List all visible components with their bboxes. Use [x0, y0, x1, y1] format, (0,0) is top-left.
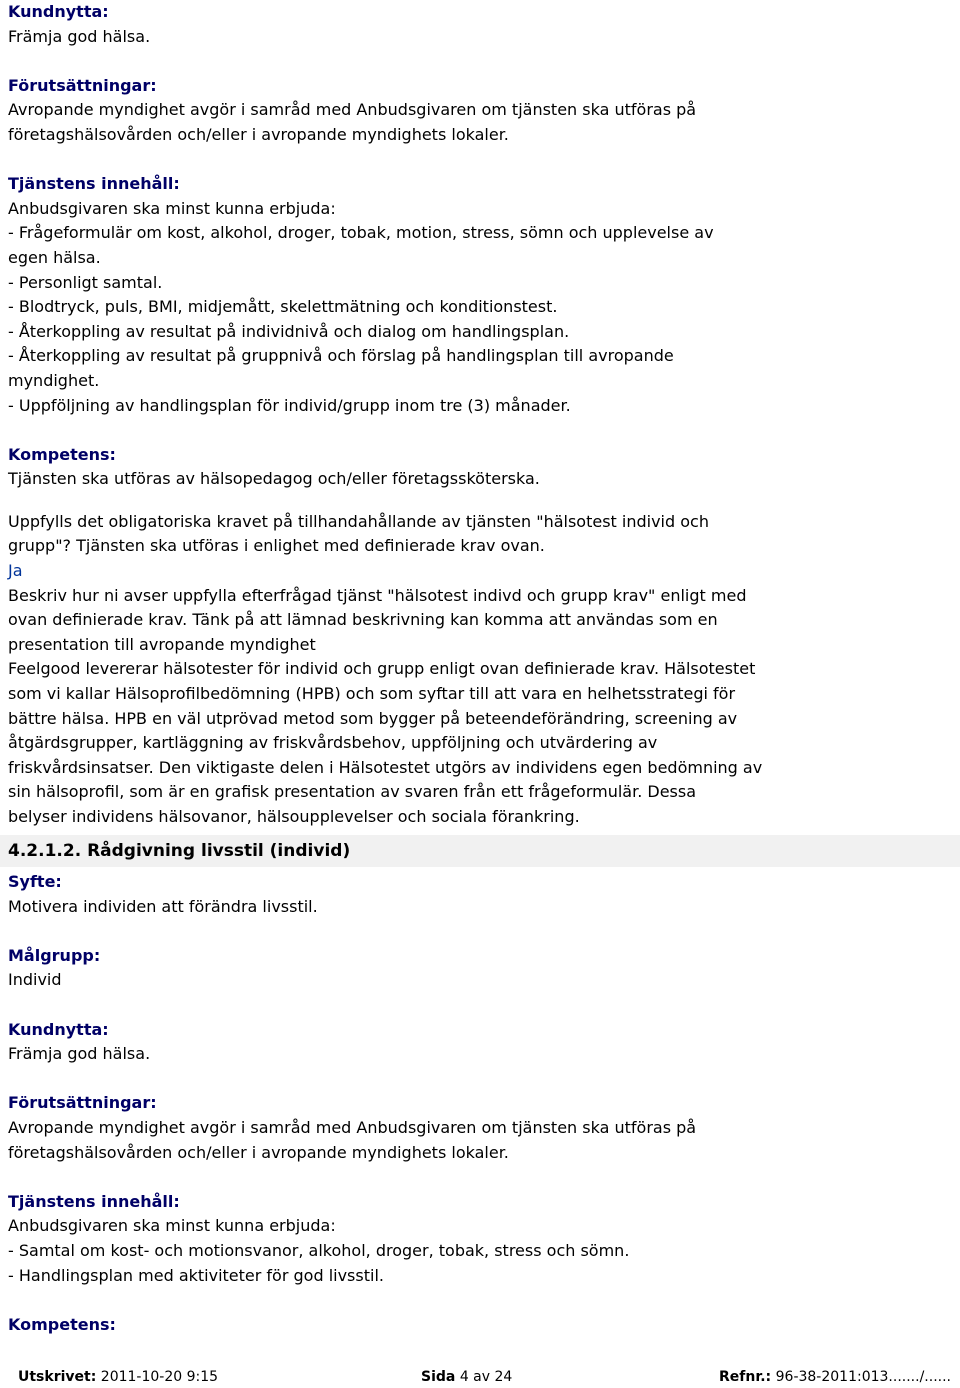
svar-line: belyser individens hälsovanor, hälsoupplevelser och sociala förankring. [8, 807, 580, 826]
tjanstens-heading: Tjänstens innehåll: [8, 1191, 180, 1211]
syfte-text: Motivera individen att förändra livsstil. [8, 896, 318, 916]
malgrupp-heading: Målgrupp: [8, 945, 101, 965]
tjanstens-line: Anbudsgivaren ska minst kunna erbjuda: [8, 198, 336, 218]
forutsattningar-heading: Förutsättningar: [8, 75, 157, 95]
kundnytta-heading: Kundnytta: [8, 1019, 109, 1039]
tjanstens-line: - Uppföljning av handlingsplan för individ/grupp inom tre (3) månader. [8, 395, 571, 415]
answer-ja: Ja [8, 561, 23, 581]
footer-refnr-value: 96-38-2011:013......./...... [775, 1369, 951, 1385]
footer-printed-label: Utskrivet: [18, 1369, 97, 1385]
tjanstens-line: - Handlingsplan med aktiviteter för god livsstil. [8, 1265, 384, 1285]
tjanstens-line: - Frågeformulär om kost, alkohol, droger, tobak, motion, stress, sömn och upplevelse av [8, 223, 714, 243]
malgrupp-text: Individ [8, 970, 62, 990]
document-upper [8, 0, 953, 830]
svar-line: sin hälsoprofil, som är en grafisk presentation av svaren från ett frågeformulär. Dessa [8, 782, 697, 802]
krav-line: grupp"? Tjänsten ska utföras i enlighet med definierade krav ovan. [8, 536, 545, 556]
tjanstens-line: - Samtal om kost- och motionsvanor, alkohol, droger, tobak, stress och sömn. [8, 1240, 630, 1260]
tjanstens-line: myndighet. [8, 370, 100, 390]
footer-page-label: Sida [421, 1369, 456, 1385]
footer-refnr-label: Refnr.: [719, 1369, 772, 1385]
kompetens-heading: Kompetens: [8, 444, 116, 464]
forutsattningar-heading: Förutsättningar: [8, 1093, 157, 1113]
beskriv-line: Beskriv hur ni avser uppfylla efterfrågad tjänst "hälsotest indivd och grupp krav" enligt med [8, 585, 747, 605]
section-title: 4.2.1.2. Rådgivning livsstil (individ) [8, 841, 351, 861]
page-footer [18, 1366, 960, 1388]
syfte-heading: Syfte: [8, 872, 62, 891]
svar-line: Feelgood levererar hälsotester för individ och grupp enligt ovan definierade krav. Hälsotestet [8, 659, 756, 679]
footer-page [421, 1366, 512, 1388]
svar-line: friskvårdsinsatser. Den viktigaste delen i Hälsotestet utgörs av individens egen bedömning av [8, 757, 763, 777]
tjanstens-line: egen hälsa. [8, 247, 101, 267]
footer-page-value: 4 av 24 [459, 1369, 513, 1385]
tjanstens-line: - Återkoppling av resultat på individnivå och dialog om handlingsplan. [8, 321, 570, 341]
kompetens-heading: Kompetens: [8, 1314, 116, 1334]
tjanstens-line: - Återkoppling av resultat på gruppnivå och förslag på handlingsplan till avropande [8, 346, 674, 366]
kundnytta-text: Främja god hälsa. [8, 26, 151, 46]
kundnytta-text: Främja god hälsa. [8, 1044, 151, 1064]
beskriv-line: ovan definierade krav. Tänk på att lämnad beskrivning kan komma att användas som en [8, 610, 718, 630]
footer-printed [18, 1366, 218, 1388]
beskriv-line: presentation till avropande myndighet [8, 634, 316, 654]
forutsattningar-line: Avropande myndighet avgör i samråd med Anbudsgivaren om tjänsten ska utföras på [8, 1117, 697, 1137]
footer-printed-value: 2011-10-20 9:15 [100, 1369, 219, 1385]
tjanstens-heading: Tjänstens innehåll: [8, 174, 180, 194]
kompetens-text: Tjänsten ska utföras av hälsopedagog och/eller företagssköterska. [8, 469, 540, 489]
document-lower [8, 870, 953, 1337]
tjanstens-line: - Blodtryck, puls, BMI, midjemått, skelettmätning och konditionstest. [8, 297, 558, 317]
krav-line: Uppfylls det obligatoriska kravet på tillhandahållande av tjänsten "hälsotest individ och [8, 511, 709, 531]
footer-refnr [719, 1366, 951, 1388]
forutsattningar-line: företagshälsovården och/eller i avropande myndighets lokaler. [8, 124, 509, 144]
kundnytta-heading: Kundnytta: [8, 2, 109, 21]
tjanstens-line: - Personligt samtal. [8, 272, 163, 292]
forutsattningar-line: företagshälsovården och/eller i avropande myndighets lokaler. [8, 1142, 509, 1162]
tjanstens-line: Anbudsgivaren ska minst kunna erbjuda: [8, 1216, 336, 1236]
svar-line: som vi kallar Hälsoprofilbedömning (HPB) och som syftar till att vara en helhetsstrategi för [8, 684, 736, 704]
forutsattningar-line: Avropande myndighet avgör i samråd med Anbudsgivaren om tjänsten ska utföras på [8, 100, 697, 120]
svar-line: åtgärdsgrupper, kartläggning av friskvårdsbehov, uppföljning och utvärdering av [8, 733, 658, 753]
svar-line: bättre hälsa. HPB en väl utprövad metod som bygger på beteendeförändring, screening av [8, 708, 738, 728]
